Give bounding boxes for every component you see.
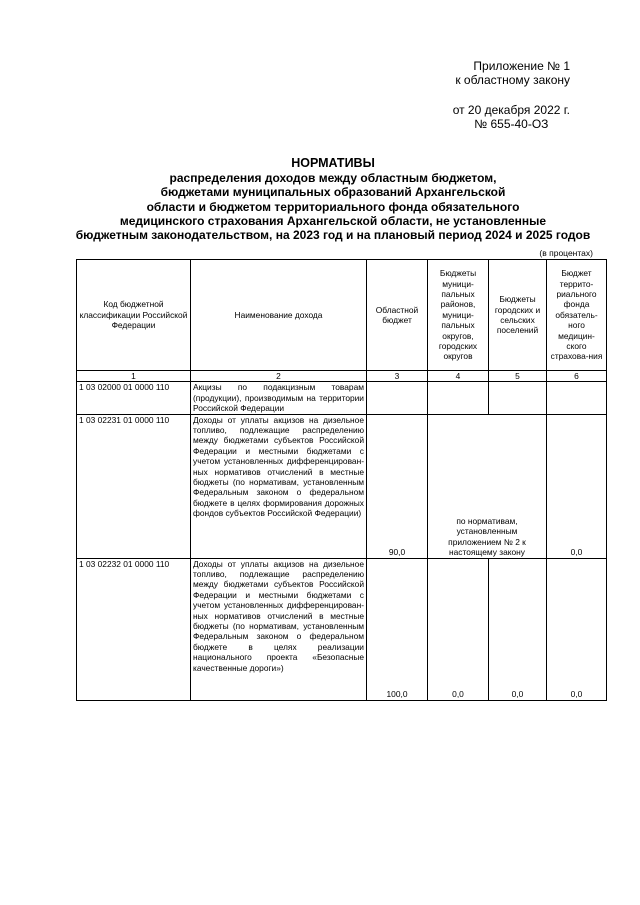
row-tfoms: 0,0 (547, 414, 607, 558)
row-municipal (428, 382, 489, 414)
row-regional: 100,0 (367, 558, 428, 700)
table-row (77, 558, 607, 700)
title-line: медицинского страхования Архангельской области, не установленные (119, 213, 547, 228)
units-note: (в процентах) (539, 248, 593, 258)
col-number: 3 (367, 371, 428, 382)
col-number: 6 (547, 371, 607, 382)
row-code: 1 03 02000 01 0000 110 (77, 382, 191, 414)
header-name: Наименование дохода (191, 260, 367, 371)
row-regional (367, 382, 428, 414)
col-number: 1 (77, 371, 191, 382)
annex-number: № 655-40-ОЗ (474, 117, 549, 131)
header-settlements: Бюджеты городских и сельских поселений (489, 260, 547, 371)
row-municipal: 0,0 (428, 558, 489, 700)
col-number: 4 (428, 371, 489, 382)
column-number-row (77, 371, 607, 382)
row-settlements (489, 382, 547, 414)
header-regional: Областной бюджет (367, 260, 428, 371)
annex-date: от 20 декабря 2022 г. (452, 103, 570, 117)
row-name: Акцизы по подакцизным товарам (продукции), производимым на территории Российской Федерации (191, 382, 367, 414)
annex-subtitle: к областному закону (455, 73, 570, 87)
header-tfoms: Бюджет террито-риального фонда обязатель-ного медицин-ского страхова-ния (547, 260, 607, 371)
row-name: Доходы от уплаты акцизов на дизельное топливо, подлежащие распределению между бюджетами субъектов Российской Федерации и местными бюджетами с учетом установленных дифференцирован-ных нормативов отчислений в местные бюджеты (по нормативам, установленным Федеральным законом о федеральном бюджете в целях реализации национального проекта «Безопасные качественные дороги») (191, 558, 367, 700)
title-heading: НОРМАТИВЫ (291, 156, 375, 170)
document-title (60, 156, 606, 242)
row-settlements: 0,0 (489, 558, 547, 700)
annex-block (453, 59, 570, 131)
table-row (77, 382, 607, 414)
table-row (77, 414, 607, 558)
row-code: 1 03 02231 01 0000 110 (77, 414, 191, 558)
col-number: 5 (489, 371, 547, 382)
row-name: Доходы от уплаты акцизов на дизельное топливо, подлежащие распределению между бюджетами субъектов Российской Федерации и местными бюджетами с учетом установленных дифференцирован-ных нормативов отчислений в местные бюджеты (по нормативам, установленным Федеральным законом о федеральном бюджете в целях формирования дорожных фондов субъектов Российской Федерации) (191, 414, 367, 558)
row-tfoms: 0,0 (547, 558, 607, 700)
title-line: распределения доходов между областным бюджетом, (169, 171, 497, 186)
norms-table (76, 259, 607, 701)
row-tfoms (547, 382, 607, 414)
table-header-row (77, 260, 607, 371)
header-code: Код бюджетной классификации Российской Федерации (77, 260, 191, 371)
annex-title: Приложение № 1 (473, 59, 570, 73)
row-regional: 90,0 (367, 414, 428, 558)
title-line: бюджетами муниципальных образований Архангельской (160, 185, 506, 200)
title-line: области и бюджетом территориального фонда обязательного (146, 199, 520, 214)
row-code: 1 03 02232 01 0000 110 (77, 558, 191, 700)
header-municipal: Бюджеты муници-пальных районов, муници-пальных округов, городских округов (428, 260, 489, 371)
row-merged-note: по нормативам, установленным приложением № 2 к настоящему закону (428, 414, 547, 558)
col-number: 2 (191, 371, 367, 382)
title-line: бюджетным законодательством, на 2023 год и на плановый период 2024 и 2025 годов (75, 228, 591, 243)
